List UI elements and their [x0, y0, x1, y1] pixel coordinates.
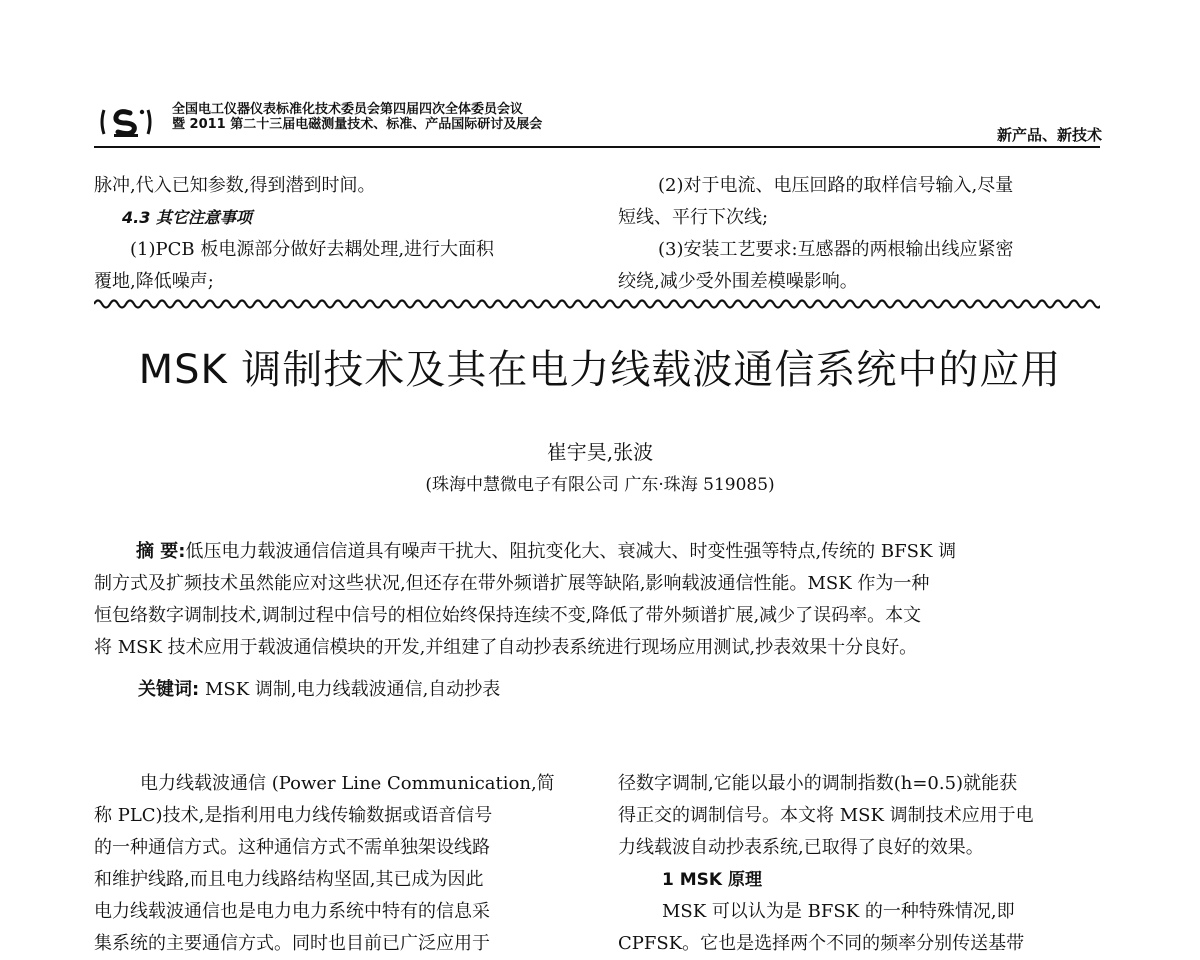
abstract	[94, 536, 1100, 664]
prev-right-line-4: 绞绕,减少受外围差模噪影响。	[618, 271, 858, 292]
header-conference-line2: 暨 2011 第二十三届电磁测量技术、标准、产品国际研讨及展会	[172, 117, 543, 132]
abstract-label: 摘 要:	[136, 541, 186, 562]
header-conference-line1: 全国电工仪器仪表标准化技术委员会第四届四次全体委员会议	[172, 102, 524, 117]
body-left-line-6: 集系统的主要通信方式。同时也目前已广泛应用于	[94, 933, 490, 954]
body-right-line-5: MSK 可以认为是 BFSK 的一种特殊情况,即	[662, 901, 1015, 922]
prev-section-heading: 4.3 其它注意事项	[122, 208, 252, 227]
prev-right-line-3: (3)安装工艺要求:互感器的两根输出线应紧密	[658, 239, 1014, 260]
header-section-name: 新产品、新技术	[996, 126, 1102, 144]
prev-article-left-column	[94, 170, 584, 298]
header-rule	[94, 146, 1100, 148]
prev-article-right-column	[618, 170, 1098, 298]
keywords	[138, 674, 500, 706]
body-right-column	[618, 768, 1098, 960]
body-right-line-1: 径数字调制,它能以最小的调制指数(h=0.5)就能获	[618, 773, 1018, 794]
body-left-column	[94, 768, 584, 960]
abstract-line-1	[94, 536, 1100, 568]
abstract-text-1: 低压电力载波通信信道具有噪声干扰大、阻抗变化大、衰减大、时变性强等特点,传统的 BFSK 调	[185, 541, 957, 562]
abstract-line-2: 制方式及扩频技术虽然能应对这些状况,但还存在带外频谱扩展等缺陷,影响载波通信性能。MSK 作为一种	[94, 573, 930, 594]
prev-left-line-3: (1)PCB 板电源部分做好去耦处理,进行大面积	[130, 239, 495, 260]
body-left-line-1: 电力线载波通信 (Power Line Communication,简	[140, 773, 555, 794]
article-affiliation: (珠海中慧微电子有限公司 广东·珠海 519085)	[425, 475, 775, 495]
body-right-line-2: 得正交的调制信号。本文将 MSK 调制技术应用于电	[618, 805, 1034, 826]
abstract-line-3: 恒包络数字调制技术,调制过程中信号的相位始终保持连续不变,降低了带外频谱扩展,减少了误码率。本文	[94, 605, 922, 626]
abstract-line-4: 将 MSK 技术应用于载波通信模块的开发,并组建了自动抄表系统进行现场应用测试,抄表效果十分良好。	[94, 637, 918, 658]
body-left-line-2: 称 PLC)技术,是指利用电力线传输数据或语音信号	[94, 805, 493, 826]
article-authors: 崔宇昊,张波	[546, 440, 654, 464]
section-heading-msk-principle: 1 MSK 原理	[662, 870, 762, 890]
prev-left-line-4: 覆地,降低噪声;	[94, 271, 214, 292]
prev-right-line-2: 短线、平行下次线;	[618, 207, 769, 228]
body-left-line-4: 和维护线路,而且电力线路结构坚固,其已成为因此	[94, 869, 484, 890]
decorative-wave-divider	[94, 296, 1100, 312]
keywords-label: 关键词:	[138, 679, 200, 700]
article-title: MSK 调制技术及其在电力线载波通信系统中的应用	[138, 347, 1062, 393]
prev-right-line-1: (2)对于电流、电压回路的取样信号输入,尽量	[658, 175, 1014, 196]
conference-logo	[100, 104, 152, 140]
body-left-line-3: 的一种通信方式。这种通信方式不需单独架设线路	[94, 837, 490, 858]
body-right-line-3: 力线载波自动抄表系统,已取得了良好的效果。	[618, 837, 984, 858]
keywords-text: MSK 调制,电力线载波通信,自动抄表	[204, 679, 501, 700]
prev-left-line-1: 脉冲,代入已知参数,得到潜到时间。	[94, 175, 376, 196]
body-right-line-6: CPFSK。它也是选择两个不同的频率分别传送基带	[618, 933, 1025, 954]
body-left-line-5: 电力线载波通信也是电力电力系统中特有的信息采	[94, 901, 490, 922]
